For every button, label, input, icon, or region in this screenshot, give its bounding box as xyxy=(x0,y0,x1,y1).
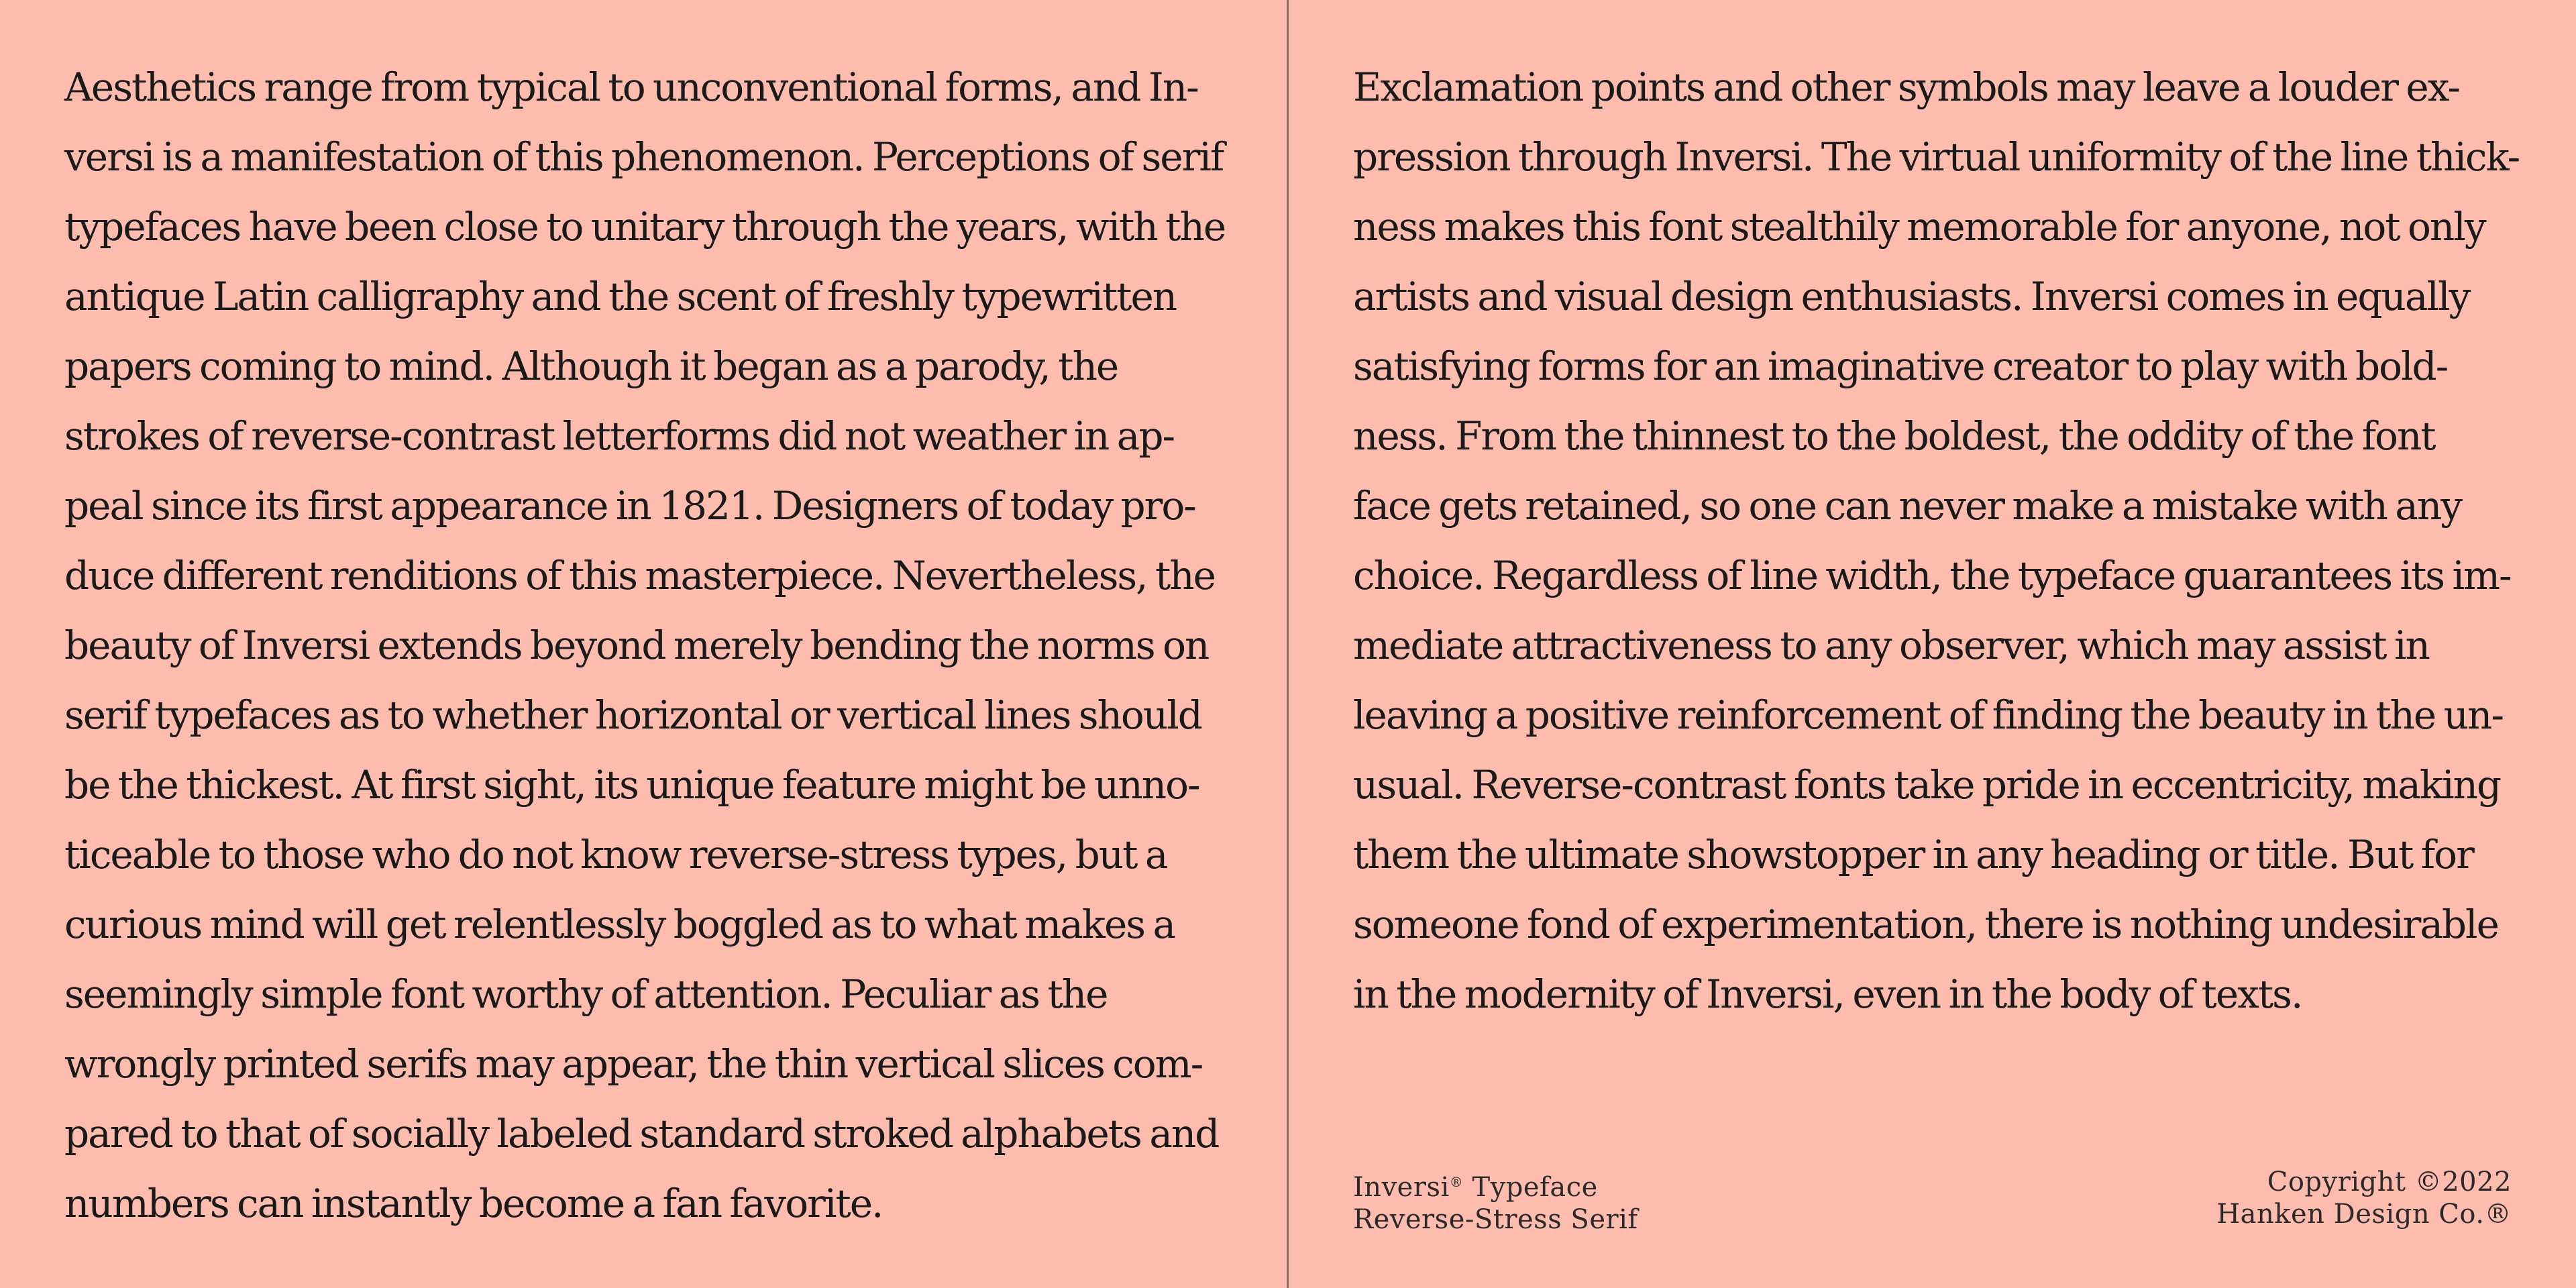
right-text-line: ness. From the thinnest to the boldest, the oddity of the font xyxy=(1353,413,2435,459)
right-text-line: satisfying forms for an imaginative creator to play with bold- xyxy=(1353,343,2448,389)
left-text-line: peal since its first appearance in 1821. Designers of today pro- xyxy=(64,483,1195,529)
right-text-line: usual. Reverse-contrast fonts take pride in eccentricity, making xyxy=(1353,762,2501,808)
left-text-line: pared to that of socially labeled standard stroked alphabets and xyxy=(64,1111,1219,1157)
footer-copyright-info xyxy=(2216,1166,2512,1230)
left-text-line: curious mind will get relentlessly boggled as to what makes a xyxy=(64,902,1175,947)
left-text-line: ticeable to those who do not know reverse-stress types, but a xyxy=(64,832,1167,877)
right-text-line: choice. Regardless of line width, the typeface guarantees its im- xyxy=(1353,553,2511,598)
left-text-line: Aesthetics range from typical to unconventional forms, and In- xyxy=(64,64,1198,110)
left-text-line: wrongly printed serifs may appear, the thin vertical slices com- xyxy=(64,1041,1203,1087)
left-text-line: papers coming to mind. Although it began as a parody, the xyxy=(64,343,1118,389)
left-text-line: serif typefaces as to whether horizontal or vertical lines should xyxy=(64,692,1201,738)
left-text-line: be the thickest. At first sight, its unique feature might be unno- xyxy=(64,762,1199,808)
registered-mark: ® xyxy=(1449,1174,1464,1190)
right-text-line: leaving a positive reinforcement of finding the beauty in the un- xyxy=(1353,692,2503,738)
left-text-line: numbers can instantly become a fan favorite. xyxy=(64,1181,883,1226)
product-suffix: Typeface xyxy=(1463,1172,1598,1203)
footer-product-name xyxy=(1353,1166,1638,1203)
footer-company: Hanken Design Co.® xyxy=(2216,1199,2512,1230)
right-text-line: ness makes this font stealthily memorable for anyone, not only xyxy=(1353,204,2485,250)
right-text-line: them the ultimate showstopper in any heading or title. But for xyxy=(1353,832,2473,877)
right-text-line: artists and visual design enthusiasts. Inversi comes in equally xyxy=(1353,274,2470,319)
right-text-column xyxy=(1353,52,2534,1029)
left-text-line: typefaces have been close to unitary through the years, with the xyxy=(64,204,1226,250)
left-text-line: duce different renditions of this masterpiece. Nevertheless, the xyxy=(64,553,1215,598)
right-text-line: someone fond of experimentation, there is nothing undesirable xyxy=(1353,902,2498,947)
footer-product-info xyxy=(1353,1166,1638,1236)
left-text-line: strokes of reverse-contrast letterforms did not weather in ap- xyxy=(64,413,1175,459)
right-text-line: pression through Inversi. The virtual uniformity of the line thick- xyxy=(1353,134,2520,180)
left-text-line: versi is a manifestation of this phenomenon. Perceptions of serif xyxy=(64,134,1224,180)
right-text-line: mediate attractiveness to any observer, which may assist in xyxy=(1353,623,2429,668)
right-text-line: in the modernity of Inversi, even in the body of texts. xyxy=(1353,971,2302,1017)
footer-copyright: Copyright ©2022 xyxy=(2267,1167,2512,1197)
product-name: Inversi xyxy=(1353,1172,1450,1203)
left-text-line: antique Latin calligraphy and the scent of freshly typewritten xyxy=(64,274,1177,319)
left-text-line: beauty of Inversi extends beyond merely bending the norms on xyxy=(64,623,1209,668)
left-text-line: seemingly simple font worthy of attention. Peculiar as the xyxy=(64,971,1108,1017)
right-text-line: Exclamation points and other symbols may leave a louder ex- xyxy=(1353,64,2459,110)
column-divider xyxy=(1287,0,1289,1288)
right-text-line: face gets retained, so one can never make a mistake with any xyxy=(1353,483,2461,529)
left-text-column xyxy=(64,52,1245,1238)
footer-subtitle: Reverse-Stress Serif xyxy=(1353,1204,1638,1235)
